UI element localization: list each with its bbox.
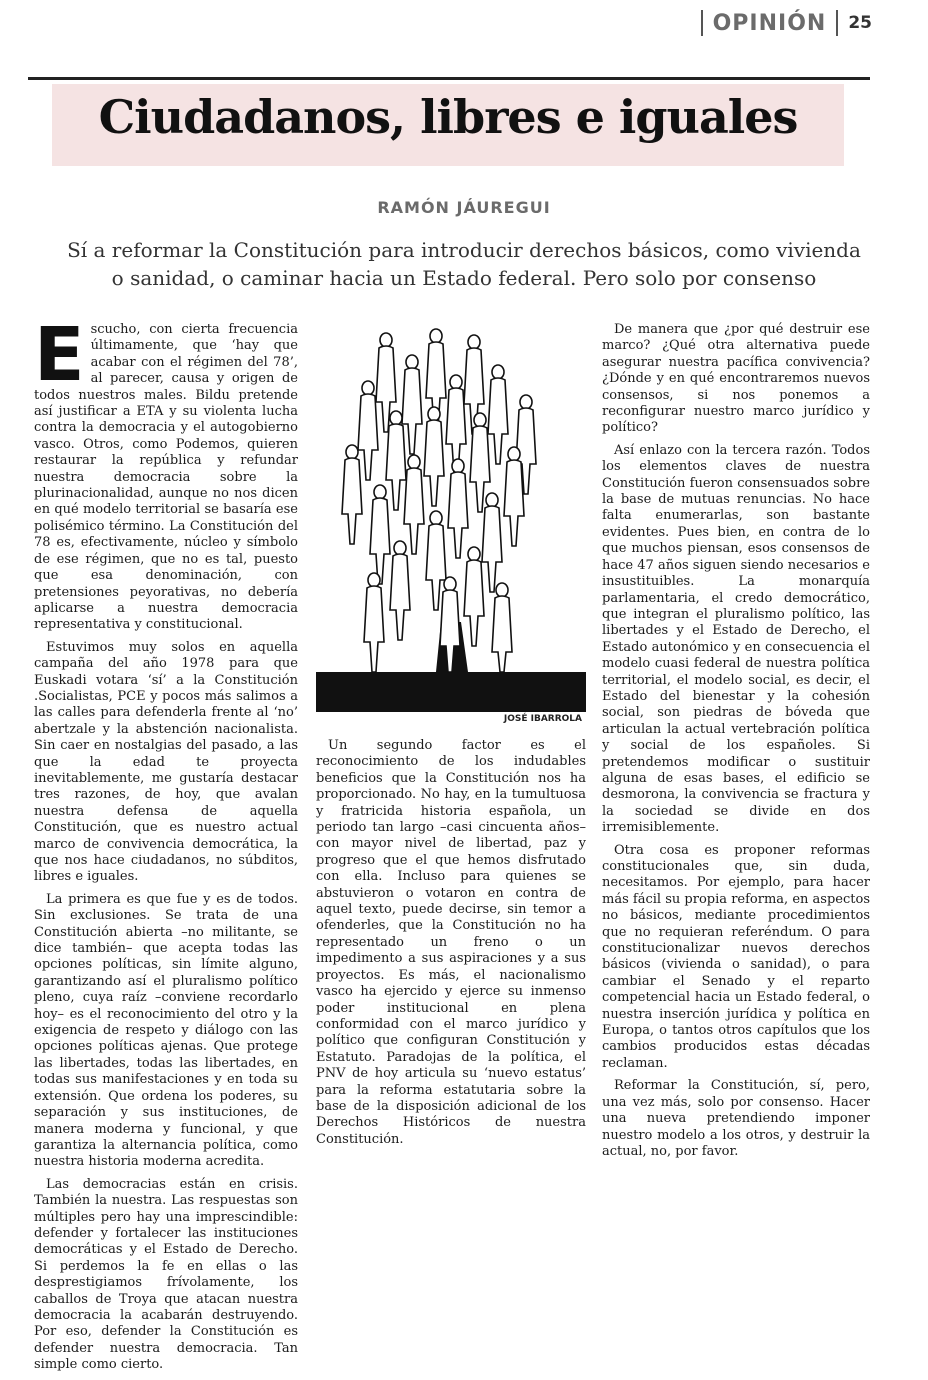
- paragraph-1: Escucho, con cierta frecuencia últimamente, que ‘hay que acabar con el régimen del 78’, al parecer, causa y origen de todos nuestros males. Bildu pretende así justificar a ETA y su violenta lucha contra la democracia y el autogobierno vasco. Otros, como Podemos, quieren restaurar la república y refundar nuestra democracia sobre la plurinacionalidad, aunque no nos dicen en qué modelo territorial se basaría ese polisémico término. La Constitución del 78 es, efectivamente, núcleo y símbolo de ese régimen, que no es tal, puesto que esa denominación, con pretensiones peyorativas, no debería aplicarse a nuestra democracia representativa y constitucional.: [34, 312, 298, 633]
- column-1: [34, 312, 298, 1380]
- page-number: 25: [848, 13, 872, 33]
- page-header: [701, 10, 872, 36]
- paragraph-8: Otra cosa es proponer reformas constitucionales que, sin duda, necesitamos. Por ejemplo, para hacer más fácil su propia reforma, en aspectos no básicos, mediante procedimientos que no requieran referéndum. O para constitucionalizar nuevos derechos básicos (vivienda o sanidad), o para cambiar el Senado y el reparto competencial hacia un Estado federal, o nuestra inserción jurídica y política en Europa, o tantos otros capítulos que los cambios producidos estas décadas reclaman.: [602, 842, 870, 1071]
- paragraph-9: Reformar la Constitución, sí, pero, una vez más, solo por consenso. Hacer una nueva pretendiendo imponer nuestro modelo a los otros, y destruir la actual, no, por favor.: [602, 1078, 870, 1159]
- paragraph-2: Estuvimos muy solos en aquella campaña del año 1978 para que Euskadi votara ‘sí’ a la Constitución .Socialistas, PCE y pocos más salimos a las calles para defenderla frente al ‘no’ abertzale y la abstención nacionalista. Sin caer en nostalgias del pasado, a las que la edad te proyecta inevitablemente, me gustaría destacar tres razones, de hoy, que avalan nuestra defensa de aquella Constitución, que es nuestro actual marco de convivencia democrática, la que nos hace ciudadanos, no súbditos, libres e iguales.: [34, 639, 298, 885]
- paragraph-3: La primera es que fue y es de todos. Sin exclusiones. Se trata de una Constitución abierta –no militante, se dice también– que acepta todas las opciones políticas, sin límite alguno, garantizando así el pluralismo político pleno, cuya raíz –conviene recordarlo hoy– es el reconocimiento del otro y la exigencia de respeto y diálogo con las opciones políticas ajenas. Que protege las libertades, todas las libertades, en todas sus manifestaciones y en toda su extensión. Que ordena los poderes, su separación y sus instituciones, de manera moderna y funcional, y que garantiza la alternancia política, como nuestra historia moderna acredita.: [34, 891, 298, 1170]
- section-label: OPINIÓN: [712, 10, 827, 36]
- article-title: Ciudadanos, libres e iguales: [98, 90, 798, 144]
- crowd-tree-illustration: [316, 322, 586, 712]
- header-divider: [701, 10, 703, 36]
- drop-cap: E: [34, 312, 85, 398]
- paragraph-4: Las democracias están en crisis. También la nuestra. Las respuestas son múltiples pero hay una imprescindible: defender y fortalecer las instituciones democráticas y el Estado de Derecho. Si perdemos la fe en ellas o las desprestigiamos frívolamente, los caballos de Troya que atacan nuestra democracia la acabarán destruyendo. Por eso, defender la Constitución es defender nuestra democracia. Tan simple como cierto.: [34, 1176, 298, 1373]
- illustration: [316, 322, 586, 712]
- illustration-credit: JOSÉ IBARROLA: [503, 714, 582, 724]
- paragraph-5: Un segundo factor es el reconocimiento de los indudables beneficios que la Constitución nos ha proporcionado. No hay, en la tumultuosa y fratricida historia española, un periodo tan largo –casi cincuenta años– con mayor nivel de libertad, paz y progreso que el que hemos disfrutado con ella. Incluso para quienes se abstuvieron o votaron en contra de aquel texto, puede decirse, sin temor a ofenderles, que la Constitución no ha representado un freno o un impedimento a sus aspiraciones y a sus proyectos. Es más, el nacionalismo vasco ha ejercido y ejerce su inmenso poder institucional en plena conformidad con el marco jurídico y político que configuran Constitución y Estatuto. Paradojas de la política, el PNV de hoy articula su ‘nuevo estatus’ para la reforma estatutaria sobre la base de la disposición adicional de los Derechos Históricos de nuestra Constitución.: [316, 738, 586, 1147]
- header-divider: [836, 10, 838, 36]
- article-author: RAMÓN JÁUREGUI: [377, 198, 551, 217]
- article-subtitle: Sí a reformar la Constitución para introducir derechos básicos, como vivienda o sanidad, o caminar hacia un Estado federal. Pero solo por consenso: [67, 238, 861, 290]
- paragraph-6: De manera que ¿por qué destruir ese marco? ¿Qué otra alternativa puede asegurar nuestra pacífica convivencia? ¿Dónde y en qué encontraremos nuevos consensos, si nos ponemos a reconfigurar nuestro marco jurídico y político?: [602, 322, 870, 436]
- column-2: [316, 738, 586, 1154]
- paragraph-7: Así enlazo con la tercera razón. Todos los elementos claves de nuestra Constitución fueron consensuados sobre la base de mutuas renuncias. No hace falta enumerarlas, son bastante evidentes. Pues bien, en contra de lo que muchos piensan, esos consensos de hace 47 años siguen siendo necesarios e insustituibles. La monarquía parlamentaria, el credo democrático, que integran el pluralismo político, las libertades y el Estado de Derecho, el Estado autonómico y en consecuencia el modelo cuasi federal de nuestra política territorial, el modelo social, es decir, el Estado del bienestar y la cohesión social, son piedras de bóveda que articulan la actual vertebración política y social de los españoles. Si pretendemos modificar o sustituir alguna de esas bases, el edificio se desmorona, la convivencia se fractura y la sociedad se divide en dos irremisiblemente.: [602, 442, 870, 836]
- top-rule: [28, 77, 870, 80]
- column-3: [602, 322, 870, 1166]
